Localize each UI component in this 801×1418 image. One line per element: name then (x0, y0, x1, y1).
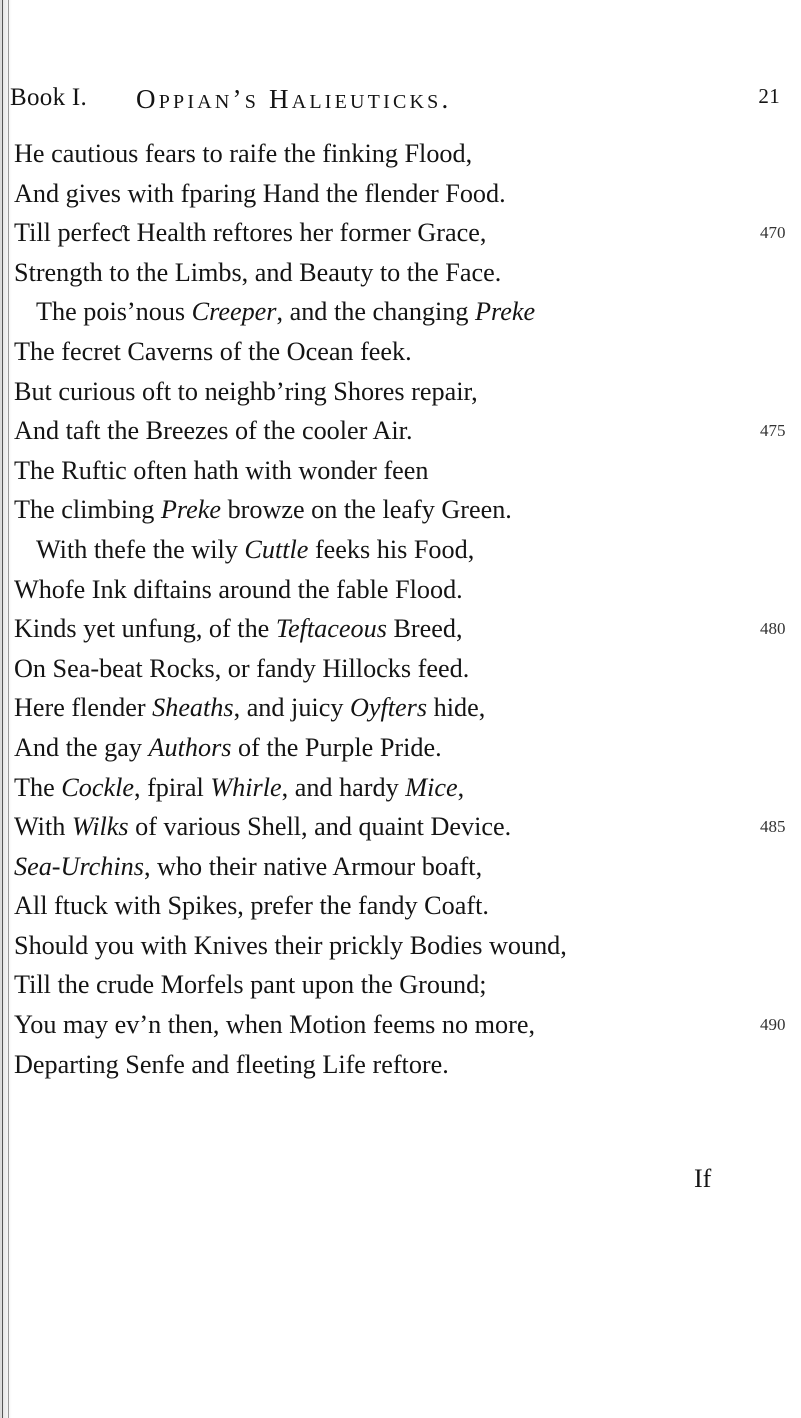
verse-line (14, 332, 784, 372)
title-part: H (268, 84, 292, 114)
verse-segment: Departing Senfe and fleeting Life reftore. (14, 1049, 449, 1079)
verse-line (14, 570, 784, 610)
verse-line (14, 411, 784, 451)
italic-term: Sea-Urchins (14, 851, 144, 881)
running-title (136, 84, 451, 115)
verse-line (14, 886, 784, 926)
verse-text (14, 807, 511, 847)
title-part: O (136, 84, 159, 114)
italic-term: Authors (148, 732, 232, 762)
verse-text (14, 490, 512, 530)
verse-segment: browze on the leafy Green. (221, 495, 512, 525)
verse-segment: With (14, 812, 72, 842)
italic-term: Preke (160, 495, 222, 525)
verse-text (14, 570, 463, 610)
line-number: 485 (760, 817, 786, 837)
verse-segment: The (14, 772, 62, 802)
verse-segment: , and hardy (281, 772, 406, 802)
line-number: 490 (760, 1015, 786, 1035)
verse-text (14, 886, 489, 926)
verse-segment: of various Shell, and quaint Device. (128, 812, 512, 842)
verse-text (14, 965, 487, 1005)
verse-line (14, 372, 784, 412)
verse-segment: feeks his Food, (308, 534, 475, 564)
verse-line (14, 490, 784, 530)
verse-line (14, 174, 784, 214)
gutter-edge-line (8, 0, 9, 1418)
verse-text (14, 609, 463, 649)
verse-line (14, 728, 784, 768)
verse-segment: , fpiral (133, 772, 211, 802)
verse-text (14, 1005, 535, 1045)
verse-segment: The climbing (14, 495, 161, 525)
verse-text (14, 174, 506, 214)
line-number: 470 (760, 223, 786, 243)
gutter-edge-line (2, 0, 3, 1418)
verse-segment: With thefe the wily (36, 534, 245, 564)
verse-segment: , (457, 772, 465, 802)
verse-text (14, 688, 485, 728)
verse-segment: , and juicy (233, 693, 350, 723)
verse-segment: hide, (427, 693, 486, 723)
verse-segment: The fecret Caverns of the Ocean feek. (14, 336, 412, 366)
title-part: PPIAN (158, 91, 233, 113)
verse-segment: But curious oft to neighb’ring Shores repair, (14, 376, 478, 406)
verse-text (14, 253, 501, 293)
italic-term: Cockle (61, 772, 134, 802)
verse-line (14, 451, 784, 491)
title-part (259, 84, 269, 114)
title-part: ’ (232, 84, 245, 114)
title-part: . (441, 84, 452, 114)
verse-line (14, 213, 784, 253)
verse-segment: All ftuck with Spikes, prefer the fandy Coaft. (14, 891, 489, 921)
italic-term: Wilks (71, 812, 129, 842)
verse-text (14, 213, 486, 253)
verse-line (14, 649, 784, 689)
verse-segment: Whofe Ink diftains around the fable Flood. (14, 574, 463, 604)
italic-term: Sheaths (152, 693, 234, 723)
verse-text (14, 1045, 449, 1085)
verse-line (14, 292, 784, 332)
verse-segment: The pois’nous (36, 297, 192, 327)
verse-segment: Here flender (14, 693, 153, 723)
verse-line (14, 965, 784, 1005)
verse-line (14, 609, 784, 649)
verse-line (14, 530, 784, 570)
italic-term: Oyfters (349, 693, 428, 723)
verse-text (14, 728, 442, 768)
title-part: S (244, 91, 260, 113)
verse-text (14, 134, 472, 174)
italic-term: Creeper (191, 297, 277, 327)
verse-text (14, 332, 412, 372)
verse-text (36, 530, 474, 570)
running-header (10, 84, 780, 124)
verse-line (14, 1045, 784, 1085)
verse-segment: Should you with Knives their prickly Bodies wound, (14, 930, 567, 960)
line-number: 480 (760, 619, 786, 639)
verse-segment: He cautious fears to raife the finking Flood, (14, 139, 473, 168)
catchword: If (694, 1164, 712, 1193)
book-label: Book I. (10, 84, 88, 111)
verse-line (14, 768, 784, 808)
verse-text (14, 768, 464, 808)
verse-segment: Till the crude Morfels pant upon the Ground; (14, 970, 487, 1000)
verse-text (14, 411, 413, 451)
italic-term: Mice (405, 772, 458, 802)
verse-line (14, 134, 784, 174)
verse-text (14, 847, 482, 887)
italic-term: Teftaceous (275, 614, 387, 644)
verse-text (14, 372, 478, 412)
verse-segment: On Sea-beat Rocks, or fandy Hillocks feed. (14, 653, 470, 683)
verse-text (14, 451, 429, 491)
verse-segment: Till perfeƈt Health reftores her former Grace, (14, 218, 487, 248)
verse-segment: And the gay (14, 732, 149, 762)
verse-segment: And taft the Breezes of the cooler Air. (14, 416, 413, 446)
verse-segment: Breed, (386, 614, 463, 644)
title-part: ALIEUTICKS (291, 91, 442, 113)
verse-line (14, 688, 784, 728)
page-number: 21 (758, 84, 780, 108)
verse-segment: The Ruftic often hath with wonder feen (14, 455, 429, 485)
line-number: 475 (760, 421, 786, 441)
verse-text (36, 292, 535, 332)
poem-text (14, 134, 784, 1084)
verse-line (14, 847, 784, 887)
verse-text (14, 649, 469, 689)
verse-segment: And gives with fparing Hand the flender Food. (14, 178, 506, 208)
verse-line (14, 253, 784, 293)
verse-text (14, 926, 567, 966)
italic-term: Cuttle (244, 534, 309, 564)
italic-term: Preke (475, 297, 536, 327)
verse-segment: Kinds yet unfung, of the (14, 614, 276, 644)
verse-segment: Strength to the Limbs, and Beauty to the Face. (14, 257, 502, 287)
verse-line (14, 807, 784, 847)
verse-segment: of the Purple Pride. (231, 732, 442, 762)
verse-line (14, 926, 784, 966)
verse-segment: , and the changing (276, 297, 476, 327)
verse-segment: You may ev’n then, when Motion feems no more, (14, 1010, 536, 1040)
verse-segment: , who their native Armour boaft, (143, 851, 483, 881)
verse-line (14, 1005, 784, 1045)
italic-term: Whirle (210, 772, 282, 802)
